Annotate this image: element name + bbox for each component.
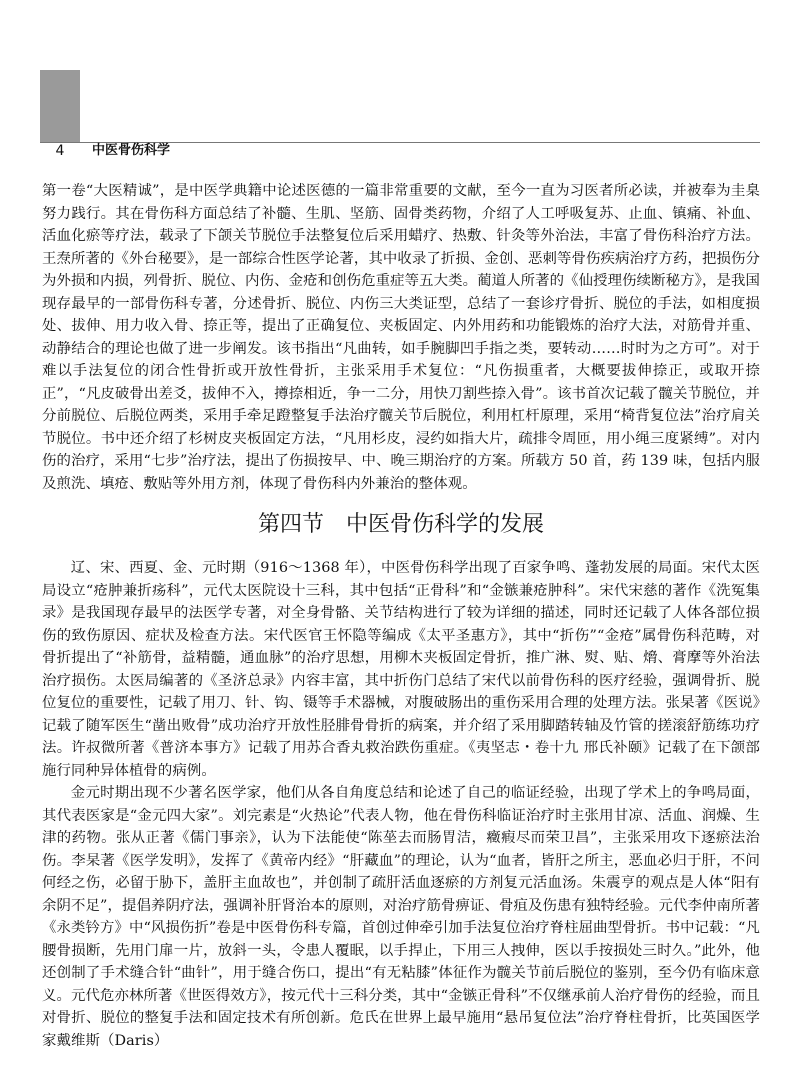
header-tab-block [40, 70, 80, 142]
page-number: 4 [55, 143, 65, 159]
section-heading: 第四节 中医骨伤科学的发展 [257, 512, 544, 537]
running-header-title: 中医骨伤科学 [92, 143, 171, 158]
page-body [42, 180, 760, 1052]
body-paragraph: 第一卷“大医精诚”，是中医学典籍中论述医德的一篇非常重要的文献，至今一直为习医者所必读，并被奉为圭臬努力践行。其在骨伤科方面总结了补髓、生肌、坚筋、固骨类药物，介绍了人工呼吸复苏、止血、镇痛、补血、活血化瘀等疗法，载录了下颌关节脱位手法整复位后采用蜡疗、热敷、针灸等外治法，丰富了骨伤科治疗方法。王焘所著的《外台秘要》，是一部综合性医学论著，其中收录了折损、金创、恶刺等骨伤疾病治疗方药，把损伤分为外损和内损，列骨折、脱位、内伤、金疮和创伤危重症等五大类。蔺道人所著的《仙授理伤续断秘方》，是我国现存最早的一部骨伤科专著，分述骨折、脱位、内伤三大类证型，总结了一套诊疗骨折、脱位的手法，如相度损处、拔伸、用力收入骨、捺正等，提出了正确复位、夹板固定、内外用药和功能锻炼的治疗大法，对筋骨并重、动静结合的理论也做了进一步阐发。该书指出“凡曲转，如手腕脚凹手指之类，要转动……时时为之方可”。对于难以手法复位的闭合性骨折或开放性骨折，主张采用手术复位：“凡伤损重者，大概要拔伸捺正，或取开捺正”，“凡皮破骨出差爻，拔伸不入，撙捺相近，争一二分，用快刀割些捺入骨”。该书首次记载了髋关节脱位，并分前脱位、后脱位两类，采用手牵足蹬整复手法治疗髋关节后脱位，利用杠杆原理，采用“椅背复位法”治疗肩关节脱位。书中还介绍了杉树皮夹板固定方法，“凡用杉皮，浸约如指大片，疏排令周匝，用小绳三度紧缚”。对内伤的治疗，采用“七步”治疗法，提出了伤损按早、中、晚三期治疗的方案。所载方 50 首，药 139 味，包括内服及煎洗、填疮、敷贴等外用方剂，体现了骨伤科内外兼治的整体观。 [42, 183, 760, 492]
body-paragraph: 金元时期出现不少著名医学家，他们从各自角度总结和论述了自己的临证经验，出现了学术上的争鸣局面，其代表医家是“金元四大家”。刘完素是“火热论”代表人物，他在骨伤科临证治疗时主张用甘凉、活血、润燥、生津的药物。张从正著《儒门事亲》，认为下法能使“陈莝去而肠胃洁，癥瘕尽而荣卫昌”，主张采用攻下逐瘀法治伤。李杲著《医学发明》，发挥了《黄帝内经》“肝藏血”的理论，认为“血者，皆肝之所主，恶血必归于肝，不问何经之伤，必留于胁下，盖肝主血故也”，并创制了疏肝活血逐瘀的方剂复元活血汤。朱震亨的观点是人体“阳有余阴不足”，提倡养阴疗法，强调补肝肾治本的原则，对治疗筋骨痹证、骨疽及伤患有独特经验。元代李仲南所著《永类钤方》中“风损伤折”卷是中医骨伤科专篇，首创过伸牵引加手法复位治疗脊柱屈曲型骨折。书中记载：“凡腰骨损断，先用门扉一片，放斜一头，令患人覆眠，以手捍止，下用三人拽伸，医以手按损处三时久。”此外，他还创制了手术缝合针“曲针”，用于缝合伤口，提出“有无粘膝”体征作为髋关节前后脱位的鉴别，至今仍有临床意义。元代危亦林所著《世医得效方》，按元代十三科分类，其中“金镞正骨科”不仅继承前人治疗骨伤的经验，而且对骨折、脱位的整复手法和固定技术有所创新。危氏在世界上最早施用“悬吊复位法”治疗脊柱骨折，比英国医学家戴维斯（Daris） [42, 785, 760, 1049]
body-paragraph: 辽、宋、西夏、金、元时期（916～1368 年），中医骨伤科学出现了百家争鸣、蓬勃发展的局面。宋代太医局设立“疮肿兼折疡科”，元代太医院设十三科，其中包括“正骨科”和“金镞兼疮肿科”。宋代宋慈的著作《洗冤集录》是我国现存最早的法医学专著，对全身骨骼、关节结构进行了较为详细的描述，同时还记载了人体各部位损伤的致伤原因、症状及检查方法。宋代医官王怀隐等编成《太平圣惠方》，其中“折伤”“金疮”属骨伤科范畴，对骨折提出了“补筋骨，益精髓，通血脉”的治疗思想，用柳木夹板固定骨折，推广淋、熨、贴、熁、膏摩等外治法治疗损伤。太医局编著的《圣济总录》内容丰富，其中折伤门总结了宋代以前骨伤科的医疗经验，强调骨折、脱位复位的重要性，记载了用刀、针、钩、镊等手术器械，对腹破肠出的重伤采用合理的处理方法。张杲著《医说》记载了随军医生“凿出败骨”成功治疗开放性胫腓骨骨折的病案，并介绍了采用脚踏转轴及竹管的搓滚舒筋练功疗法。许叔微所著《普济本事方》记载了用苏合香丸救治跌伤重症。《夷坚志・卷十九 邢氏补颐》记载了在下颌部施行同种异体植骨的病例。 [42, 560, 760, 779]
